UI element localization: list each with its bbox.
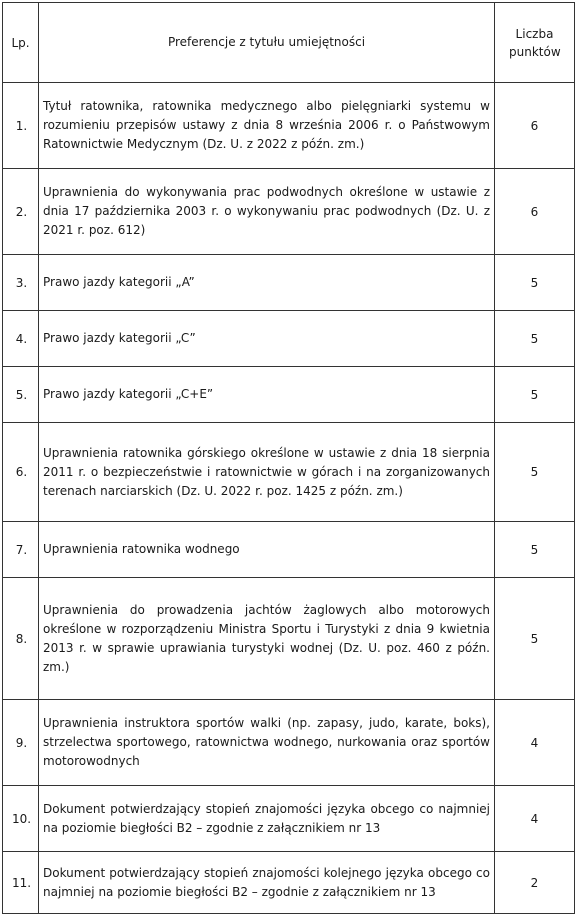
row-text: Tytuł ratownika, ratownika medycznego albo pielęgniarki systemu w rozumieniu przepisów ustawy z dnia 8 września 2006 r. o Państwowym Ratownictwie Medycznym (Dz. U. z 2022 z późn. zm.) [39,83,495,169]
table-row [3,786,575,852]
table-row [3,578,575,700]
row-lp: 3. [3,255,39,311]
row-lp: 6. [3,423,39,522]
row-text: Prawo jazdy kategorii „C+E” [39,367,495,423]
row-lp: 4. [3,311,39,367]
row-lp: 9. [3,700,39,786]
row-points: 5 [495,423,575,522]
table-row [3,83,575,169]
row-text: Dokument potwierdzający stopień znajomości języka obcego co najmniej na poziomie biegłości B2 – zgodnie z załącznikiem nr 13 [39,786,495,852]
row-text: Uprawnienia do wykonywania prac podwodnych określone w ustawie z dnia 17 października 2003 r. o wykonywaniu prac podwodnych (Dz. U. z 2021 r. poz. 612) [39,169,495,255]
table-row [3,522,575,578]
table-header-row [3,3,575,83]
row-lp: 2. [3,169,39,255]
row-text: Uprawnienia do prowadzenia jachtów żaglowych albo motorowych określone w rozporządzeniu Ministra Sportu i Turystyki z dnia 9 kwietnia 2013 r. w sprawie uprawiania turystyki wodnej (Dz. U. poz. 460 z późn. zm.) [39,578,495,700]
row-text: Uprawnienia ratownika górskiego określone w ustawie z dnia 18 sierpnia 2011 r. o bezpieczeństwie i ratownictwie w górach i na zorganizowanych terenach narciarskich (Dz. U. 2022 r. poz. 1425 z późn. zm.) [39,423,495,522]
header-lp: Lp. [3,3,39,83]
row-lp: 10. [3,786,39,852]
row-lp: 5. [3,367,39,423]
table-row [3,700,575,786]
preferences-table-container [2,2,574,914]
row-points: 5 [495,578,575,700]
row-points: 5 [495,255,575,311]
header-preference: Preferencje z tytułu umiejętności [39,3,495,83]
table-row [3,367,575,423]
row-lp: 11. [3,852,39,914]
row-points: 5 [495,367,575,423]
row-text: Prawo jazdy kategorii „A” [39,255,495,311]
table-row [3,423,575,522]
row-points: 2 [495,852,575,914]
row-text: Uprawnienia instruktora sportów walki (np. zapasy, judo, karate, boks), strzelectwa sportowego, ratownictwa wodnego, nurkowania oraz sportów motorowodnych [39,700,495,786]
row-text: Dokument potwierdzający stopień znajomości kolejnego języka obcego co najmniej na poziomie biegłości B2 – zgodnie z załącznikiem nr 13 [39,852,495,914]
row-lp: 8. [3,578,39,700]
preferences-table [2,2,575,914]
table-row [3,852,575,914]
header-points: Liczba punktów [495,3,575,83]
row-points: 5 [495,311,575,367]
row-points: 4 [495,786,575,852]
row-text: Uprawnienia ratownika wodnego [39,522,495,578]
row-points: 4 [495,700,575,786]
table-row [3,311,575,367]
row-points: 5 [495,522,575,578]
row-lp: 1. [3,83,39,169]
row-points: 6 [495,83,575,169]
row-points: 6 [495,169,575,255]
row-lp: 7. [3,522,39,578]
table-row [3,169,575,255]
table-row [3,255,575,311]
row-text: Prawo jazdy kategorii „C” [39,311,495,367]
